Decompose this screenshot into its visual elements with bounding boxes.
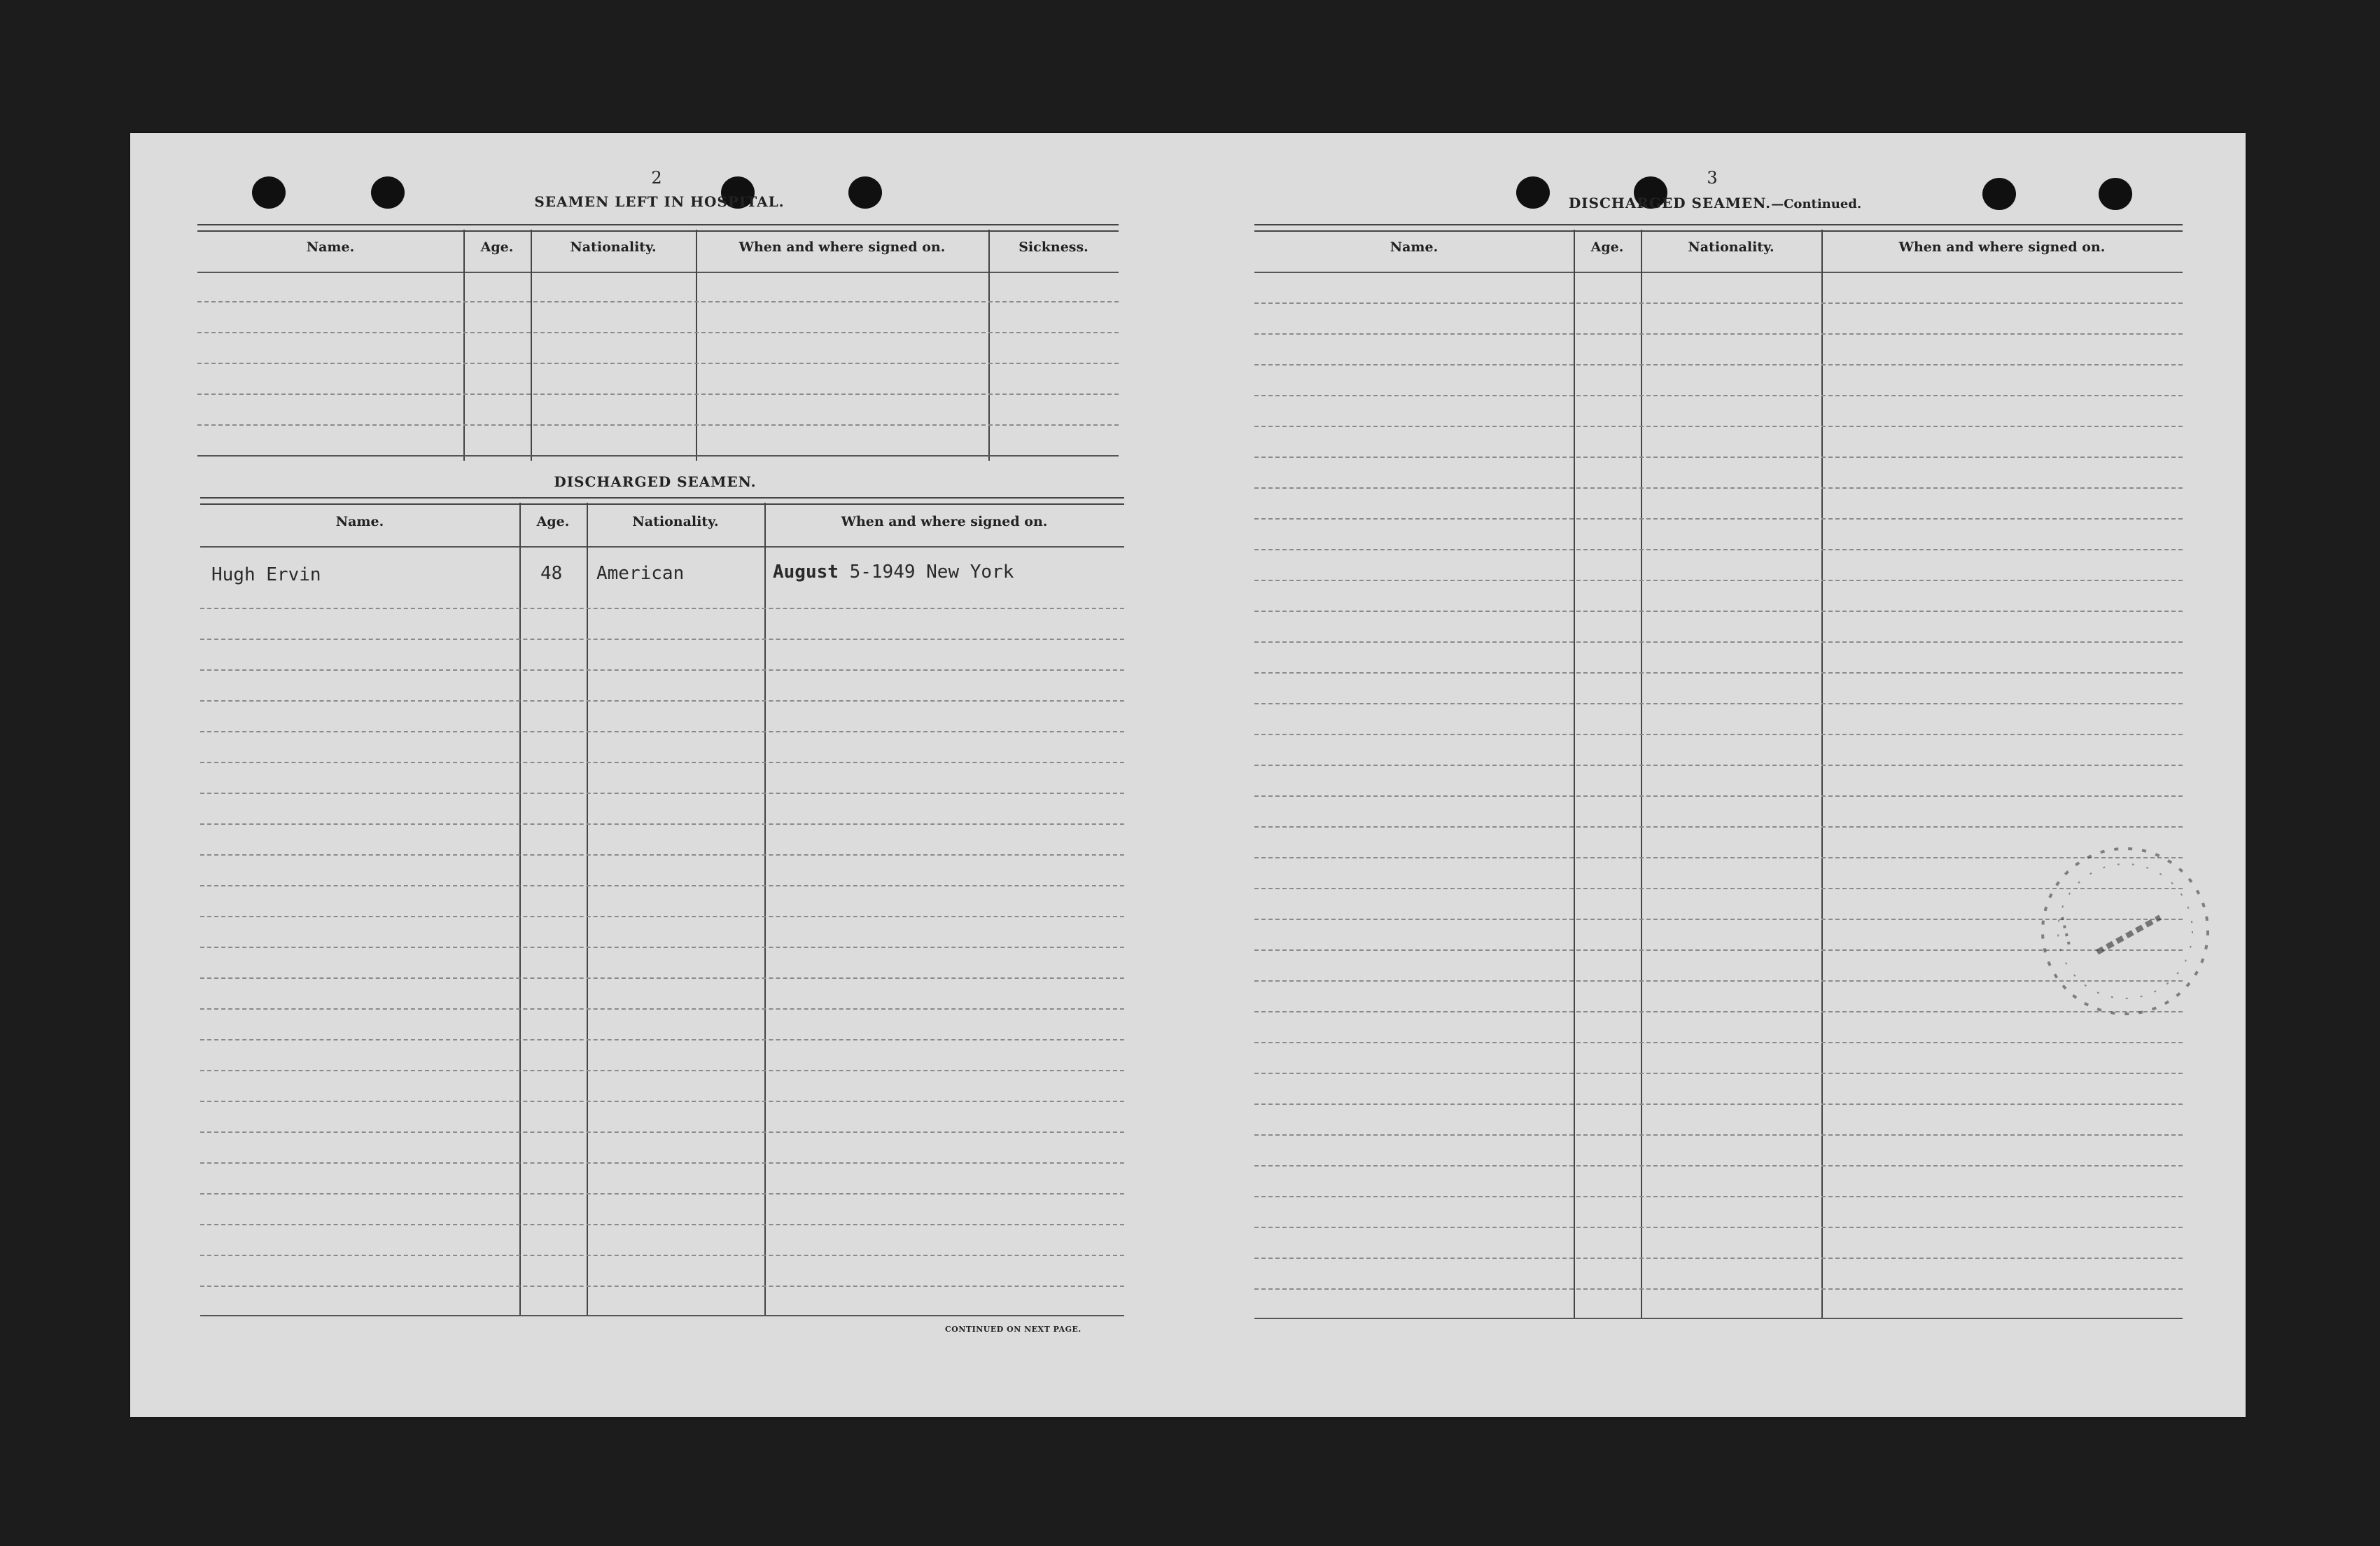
hospital-section-title: SEAMEN LEFT IN HOSPITAL. bbox=[534, 193, 785, 210]
discharged-continued-table bbox=[1254, 224, 2183, 1326]
continued-footnote: CONTINUED ON NEXT PAGE. bbox=[945, 1325, 1082, 1334]
document-sheet bbox=[130, 133, 2246, 1417]
continued-col-age: Age. bbox=[1590, 239, 1624, 255]
punch-hole bbox=[252, 176, 286, 209]
hospital-table bbox=[197, 224, 1119, 462]
hospital-col-nationality: Nationality. bbox=[570, 239, 657, 255]
punch-hole bbox=[1516, 176, 1550, 209]
signed-on-date-place: 5-1949 New York bbox=[849, 562, 1014, 583]
right-section-title bbox=[1568, 195, 1862, 211]
left-page-number: 2 bbox=[651, 168, 662, 188]
right-title-main: DISCHARGED SEAMEN. bbox=[1568, 195, 1772, 211]
hospital-col-sickness: Sickness. bbox=[1018, 239, 1088, 255]
hospital-col-age: Age. bbox=[480, 239, 514, 255]
right-title-suffix: —Continued. bbox=[1771, 197, 1862, 211]
right-page-number: 3 bbox=[1707, 168, 1718, 188]
continued-col-signed-on: When and where signed on. bbox=[1898, 239, 2106, 255]
continued-col-name: Name. bbox=[1390, 239, 1438, 255]
punch-hole bbox=[371, 176, 405, 209]
seaman-age: 48 bbox=[540, 563, 563, 584]
signed-on-month: August bbox=[773, 562, 839, 583]
hospital-col-name: Name. bbox=[306, 239, 355, 255]
faded-stamp bbox=[2020, 833, 2230, 1029]
punch-hole bbox=[848, 176, 882, 209]
discharged-col-signed-on: When and where signed on. bbox=[841, 514, 1048, 529]
discharged-table bbox=[200, 497, 1124, 1323]
discharged-col-nationality: Nationality. bbox=[632, 514, 719, 529]
discharged-section-title: DISCHARGED SEAMEN. bbox=[554, 473, 757, 490]
hospital-col-signed-on: When and where signed on. bbox=[738, 239, 946, 255]
discharged-col-age: Age. bbox=[536, 514, 570, 529]
seaman-name: Hugh Ervin bbox=[211, 564, 321, 585]
continued-col-nationality: Nationality. bbox=[1688, 239, 1774, 255]
punch-hole bbox=[2099, 178, 2132, 210]
seaman-signed-on bbox=[773, 562, 1014, 583]
seaman-nationality: American bbox=[596, 563, 685, 584]
punch-hole bbox=[1982, 178, 2016, 210]
discharged-col-name: Name. bbox=[335, 514, 384, 529]
